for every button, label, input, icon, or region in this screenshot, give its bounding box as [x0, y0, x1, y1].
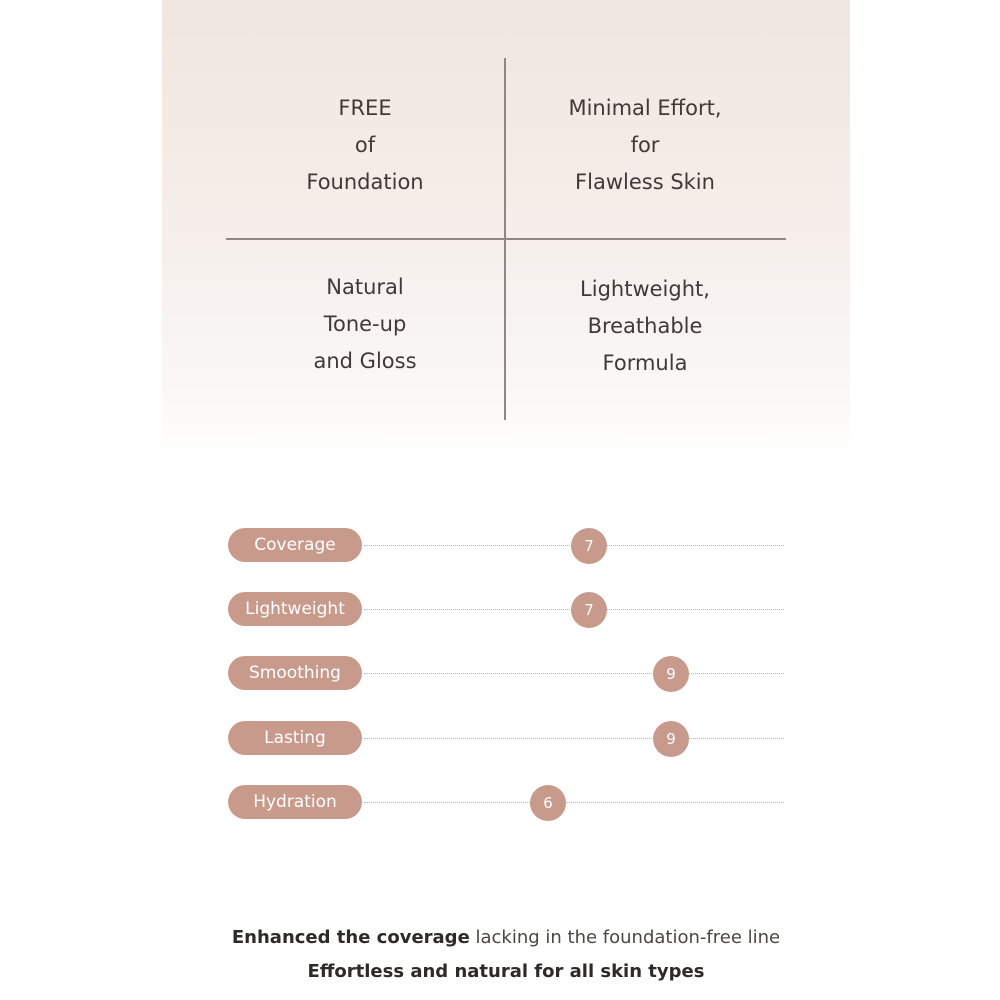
rating-value-marker: 9 [653, 656, 689, 692]
feature-line: Tone-up [323, 312, 407, 336]
rating-label: Hydration [228, 785, 362, 819]
rating-label: Lightweight [228, 592, 362, 626]
feature-line: Lightweight, [580, 277, 710, 301]
rating-row-lasting [228, 721, 788, 757]
feature-line: and Gloss [313, 349, 417, 373]
feature-line: for [630, 133, 660, 157]
grid-divider-horizontal [226, 238, 786, 240]
rating-label: Lasting [228, 721, 362, 755]
rating-value-marker: 6 [530, 785, 566, 821]
tagline-line-1 [162, 927, 850, 948]
rating-value-marker: 9 [653, 721, 689, 757]
rating-value-marker: 7 [571, 528, 607, 564]
rating-track [364, 673, 784, 674]
feature-line: Formula [602, 351, 688, 375]
rating-row-smoothing [228, 656, 788, 692]
rating-row-lightweight [228, 592, 788, 628]
feature-line: FREE [338, 96, 392, 120]
feature-grid [226, 58, 786, 420]
feature-minimal-effort [506, 90, 784, 201]
tagline-line-2: Effortless and natural for all skin types [307, 961, 705, 982]
rating-value-marker: 7 [571, 592, 607, 628]
rating-row-hydration [228, 785, 788, 821]
feature-line: Minimal Effort, [568, 96, 722, 120]
tagline-rest: lacking in the foundation-free line [469, 927, 781, 948]
feature-line: Foundation [306, 170, 424, 194]
rating-label: Smoothing [228, 656, 362, 690]
feature-natural-tone-up [226, 269, 504, 380]
feature-line: Flawless Skin [575, 170, 715, 194]
feature-free-of-foundation [226, 90, 504, 201]
feature-line: Breathable [587, 314, 703, 338]
feature-lightweight-formula [506, 271, 784, 382]
rating-label: Coverage [228, 528, 362, 562]
feature-line: of [354, 133, 376, 157]
rating-row-coverage [228, 528, 788, 564]
rating-track [364, 802, 784, 803]
rating-track [364, 738, 784, 739]
feature-line: Natural [326, 275, 404, 299]
tagline-bold: Enhanced the coverage [231, 927, 470, 948]
